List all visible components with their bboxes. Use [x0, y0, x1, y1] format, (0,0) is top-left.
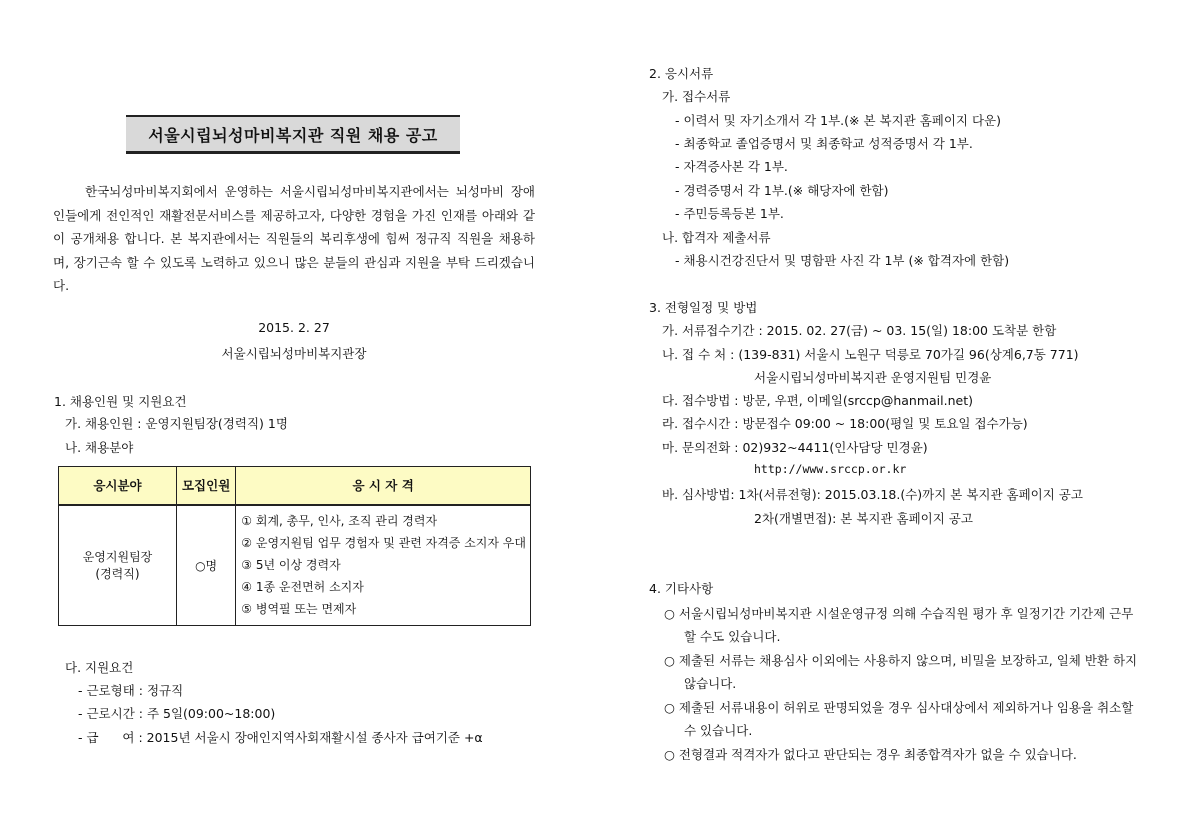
section2-a-heading: 가. 접수서류 [662, 89, 731, 104]
announcement-date: 2015. 2. 27 [258, 320, 330, 335]
section3-heading: 3. 전형일정 및 방법 [649, 300, 758, 315]
quals-cell [236, 505, 531, 626]
field-name: 운영지원팀장 [82, 550, 153, 564]
intro-paragraph [53, 180, 535, 298]
count-cell: ○명 [176, 505, 235, 626]
list-item: - 최종학교 졸업증명서 및 최종학교 성적증명서 각 1부. [675, 136, 973, 151]
schedule-line: 바. 심사방법: 1차(서류전형): 2015.03.18.(수)까지 본 복지관 홈페이지 공고 [662, 487, 1083, 502]
list-item: - 이력서 및 자기소개서 각 1부.(※ 본 복지관 홈페이지 다운) [675, 113, 1002, 128]
section1-heading: 1. 채용인원 및 지원요건 [54, 394, 187, 409]
note-item: ○ 서울시립뇌성마비복지관 시설운영규정 의해 수습직원 평가 후 일정기간 기간제 근무할 수도 있습니다. [664, 606, 1134, 644]
list-item: - 근로형태 : 정규직 [78, 683, 184, 698]
website-url: http://www.srccp.or.kr [754, 462, 907, 476]
note-item: ○ 제출된 서류내용이 허위로 판명되었을 경우 심사대상에서 제외하거나 임용을 취소할 수 있습니다. [664, 700, 1134, 738]
signer: 서울시립뇌성마비복지관장 [221, 346, 367, 361]
table-header-row [59, 467, 531, 505]
list-item: - 근로시간 : 주 5일(09:00~18:00) [78, 706, 276, 721]
schedule-line: 마. 문의전화 : 02)932~4411(인사담당 민경윤) [662, 440, 928, 455]
qual-item: ① 회계, 총무, 인사, 조직 관리 경력자 [241, 513, 438, 528]
schedule-line: 라. 접수시간 : 방문접수 09:00 ~ 18:00(평일 및 토요일 접수가능) [662, 416, 1028, 431]
section4-heading: 4. 기타사항 [649, 581, 714, 596]
field-type: (경력직) [95, 567, 140, 581]
qual-item: ⑤ 병역필 또는 면제자 [241, 602, 357, 617]
note-item: ○ 제출된 서류는 채용심사 이외에는 사용하지 않으며, 비밀을 보장하고, 일체 반환 하지 않습니다. [664, 653, 1138, 691]
qual-item: ④ 1종 운전면허 소지자 [241, 580, 364, 595]
schedule-line: 나. 접 수 처 : (139-831) 서울시 노원구 덕릉로 70가길 96(상계6,7동 771) [662, 347, 1079, 362]
list-item: - 급 여 : 2015년 서울시 장애인지역사회재활시설 종사자 급여기준 +α [78, 730, 483, 745]
list-item: - 경력증명서 각 1부.(※ 해당자에 한함) [675, 183, 889, 198]
note-item: ○ 전형결과 적격자가 없다고 판단되는 경우 최종합격자가 없을 수 있습니다. [664, 747, 1077, 762]
recruitment-table [58, 466, 531, 626]
schedule-line: 가. 서류접수기간 : 2015. 02. 27(금) ~ 03. 15(일) 18:00 도착분 한함 [662, 323, 1057, 338]
table-header: 모집인원 [176, 467, 235, 505]
qual-item: ③ 5년 이상 경력자 [241, 557, 341, 572]
list-item: - 자격증사본 각 1부. [675, 159, 788, 174]
schedule-line: 다. 접수방법 : 방문, 우편, 이메일(srccp@hanmail.net) [662, 393, 973, 408]
table-header: 응 시 자 격 [236, 467, 531, 505]
schedule-line: 서울시립뇌성마비복지관 운영지원팀 민경윤 [754, 370, 992, 385]
section1-c-heading: 다. 지원요건 [65, 660, 134, 675]
section1-b: 나. 채용분야 [65, 440, 134, 455]
list-item: - 주민등록등본 1부. [675, 206, 784, 221]
intro-text: 한국뇌성마비복지회에서 운영하는 서울시립뇌성마비복지관에서는 뇌성마비 장애인들에게 전인적인 재활전문서비스를 제공하고자, 다양한 경험을 가진 인재를 아래와 같이 공개채용 합니다. 본 복지관에서는 직원들의 복리후생에 힘써 정규직 직원을 채용하며, 장기근속 할 수 있도록 노력하고 있으니 많은 분들의 관심과 지원을 부탁 드리겠습니다. [53, 184, 535, 293]
section2-b-heading: 나. 합격자 제출서류 [662, 230, 771, 245]
schedule-line: 2차(개별면접): 본 복지관 홈페이지 공고 [754, 511, 973, 526]
qual-item: ② 운영지원팀 업무 경험자 및 관련 자격증 소지자 우대 [241, 535, 526, 550]
page-title: 서울시립뇌성마비복지관 직원 채용 공고 [126, 115, 460, 154]
table-header: 응시분야 [59, 467, 177, 505]
section1-a: 가. 채용인원 : 운영지원팀장(경력직) 1명 [65, 416, 288, 431]
field-cell [59, 505, 177, 626]
table-row [59, 505, 531, 626]
list-item: - 채용시건강진단서 및 명함판 사진 각 1부 (※ 합격자에 한함) [675, 253, 1010, 268]
section2-heading: 2. 응시서류 [649, 66, 714, 81]
